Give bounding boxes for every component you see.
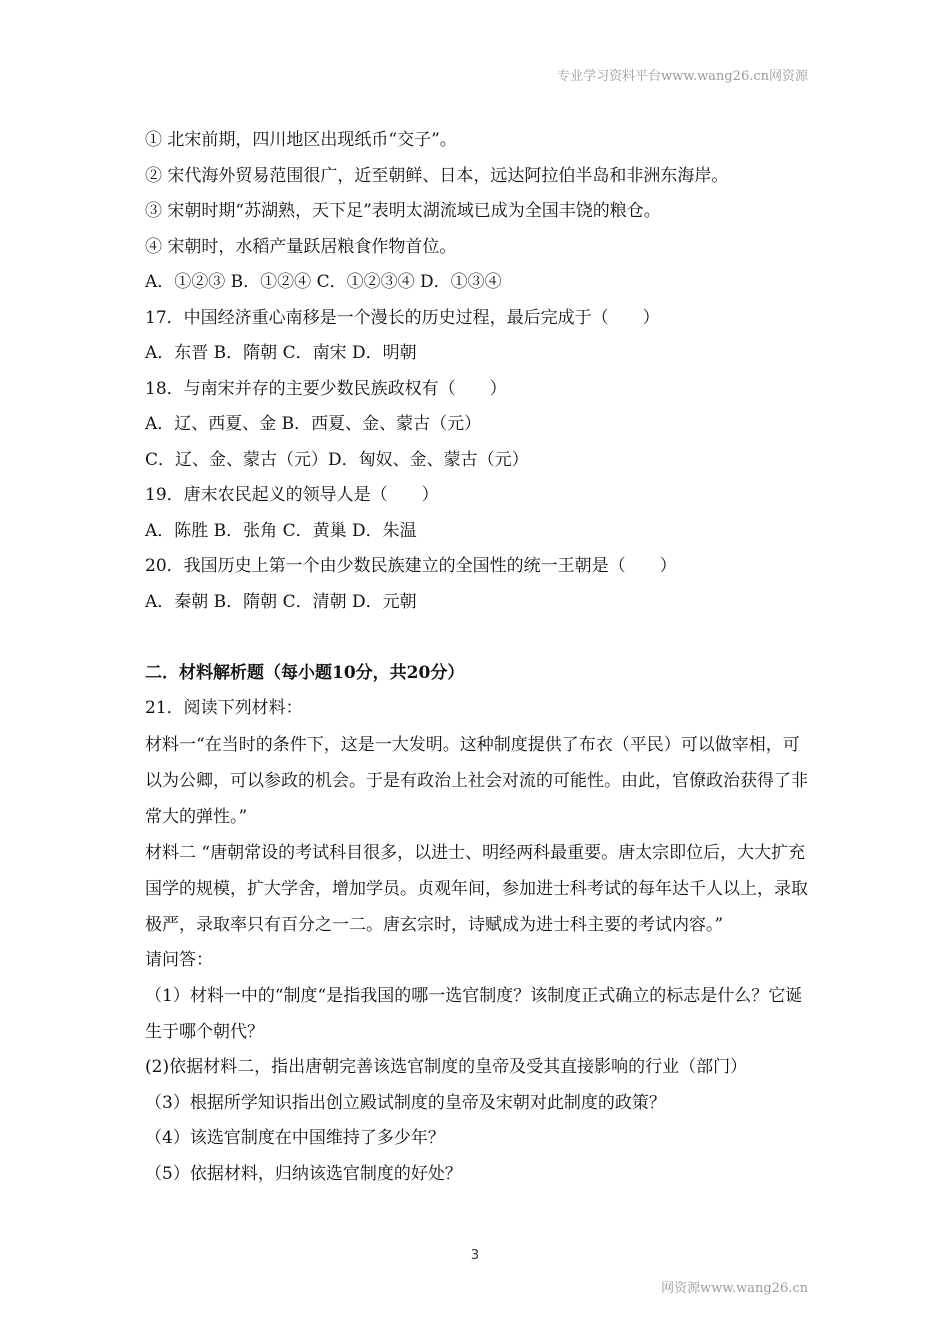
sub-question-5: （5）依据材料，归纳该选官制度的好处？: [145, 1163, 462, 1184]
statement-4: ④ 宋朝时，水稻产量跃居粮食作物首位。: [145, 236, 457, 257]
page-footer-watermark: 网资源www.wang26.cn: [661, 1281, 808, 1296]
statement-2: ② 宋代海外贸易范围很广，近至朝鲜、日本，远达阿拉伯半岛和非洲东海岸。: [145, 165, 729, 186]
q18-options-cd: C．辽、金、蒙古（元）D．匈奴、金、蒙古（元）: [145, 449, 529, 470]
q21-stem: 21．阅读下列材料：: [145, 698, 303, 718]
page-number: 3: [470, 1248, 480, 1263]
q17-stem: 17．中国经济重心南移是一个漫长的历史过程，最后完成于（ ）: [145, 307, 660, 328]
sub-question-2: (2)依据材料二，指出唐朝完善该选官制度的皇帝及受其直接影响的行业（部门）: [145, 1057, 748, 1077]
material-2: [145, 835, 810, 943]
section2-title: 二．材料解析题（每小题10分，共20分）: [145, 662, 465, 683]
q18-options-ab: A．辽、西夏、金 B．西夏、金、蒙古（元）: [145, 414, 482, 434]
page-content: [145, 123, 810, 1192]
material-1-text: 材料一“在当时的条件下，这是一大发明。这种制度提供了布衣（平民）可以做宰相，可以为公卿，可以参政的机会。于是有政治上社会对流的可能性。由此，官僚政治获得了非常大的弹性。”: [145, 734, 808, 827]
sub-question-1: （1）材料一中的“制度“是指我国的哪一选官制度？该制度正式确立的标志是什么？它诞生于哪个朝代？: [145, 986, 803, 1042]
statement-3: ③ 宋朝时期“苏湖熟，天下足”表明太湖流域已成为全国丰饶的粮仓。: [145, 201, 661, 221]
q17-options: A．东晋 B．隋朝 C．南宋 D．明朝: [145, 343, 417, 363]
statement-1: ① 北宋前期，四川地区出现纸币“交子”。: [145, 130, 457, 150]
section-spacer: [145, 620, 810, 656]
ask-label: 请问答：: [145, 949, 213, 970]
sub-question-4: （4）该选官制度在中国维持了多少年？: [145, 1128, 445, 1148]
material-2-text: 材料二 “唐朝常设的考试科目很多，以进士、明经两科最重要。唐太宗即位后，大大扩充国学的规模，扩大学舍，增加学员。贞观年间，参加进士科考试的每年达千人以上，录取极严，录取率只有百分之一二。唐玄宗时，诗赋成为进士科主要的考试内容。”: [145, 842, 808, 935]
q20-options: A．秦朝 B．隋朝 C．清朝 D．元朝: [145, 591, 417, 612]
q19-options: A．陈胜 B．张角 C．黄巢 D．朱温: [145, 520, 417, 541]
q19-stem: 19．唐末农民起义的领导人是（ ）: [145, 485, 439, 505]
q20-stem: 20．我国历史上第一个由少数民族建立的全国性的统一王朝是（ ）: [145, 556, 677, 576]
q16-options: A．①②③ B．①②④ C．①②③④ D．①③④: [145, 272, 502, 292]
page-header-watermark: 专业学习资料平台www.wang26.cn网资源: [557, 69, 808, 84]
sub-question-3: （3）根据所学知识指出创立殿试制度的皇帝及宋朝对此制度的政策？: [145, 1092, 666, 1113]
q18-stem: 18．与南宋并存的主要少数民族政权有（ ）: [145, 378, 507, 399]
material-1: [145, 727, 810, 835]
